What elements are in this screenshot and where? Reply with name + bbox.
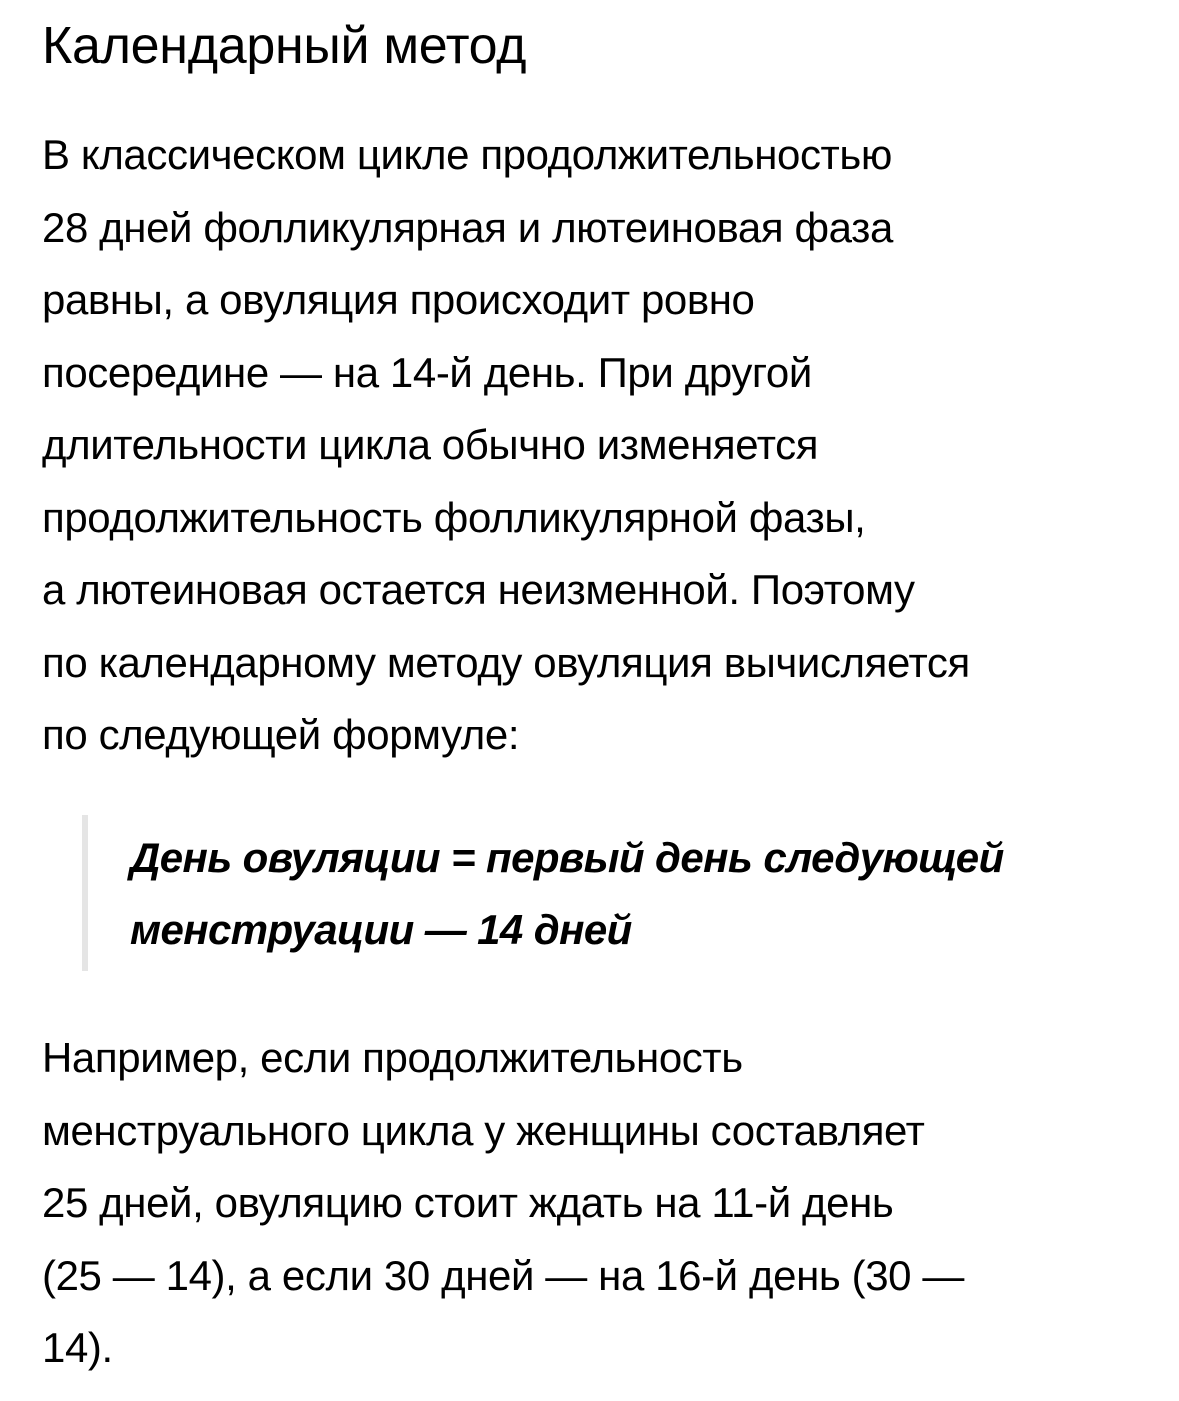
example-paragraph: [42, 1022, 964, 1385]
formula-line: День овуляции = первый день следующей: [130, 834, 1004, 881]
paragraph-line: 28 дней фолликулярная и лютеиновая фаза: [42, 203, 893, 251]
paragraph-line: продолжительность фолликулярной фазы,: [42, 493, 866, 541]
paragraph-line: (25 — 14), а если 30 дней — на 16-й день (30 —: [42, 1251, 964, 1299]
paragraph-line: Например, если продолжительность: [42, 1034, 743, 1081]
intro-paragraph: [42, 119, 970, 772]
paragraph-line: длительности цикла обычно изменяется: [42, 421, 819, 468]
formula-line: менструации — 14 дней: [130, 906, 632, 953]
formula-blockquote: [82, 815, 1179, 971]
paragraph-line: 25 дней, овуляцию стоит ждать на 11-й день: [42, 1179, 894, 1226]
paragraph-line: равны, а овуляция происходит ровно: [42, 276, 755, 323]
paragraph-line: 14).: [42, 1324, 113, 1371]
paragraph-line: посередине — на 14-й день. При другой: [42, 348, 812, 396]
paragraph-line: а лютеиновая остается неизменной. Поэтому: [42, 566, 915, 613]
formula-text: [130, 822, 1004, 966]
paragraph-line: по следующей формуле:: [42, 711, 520, 758]
paragraph-line: менструального цикла у женщины составляет: [42, 1106, 925, 1154]
paragraph-line: по календарному методу овуляция вычисляется: [42, 638, 970, 686]
section-heading: Календарный метод: [42, 17, 527, 75]
paragraph-line: В классическом цикле продолжительностью: [42, 131, 892, 178]
